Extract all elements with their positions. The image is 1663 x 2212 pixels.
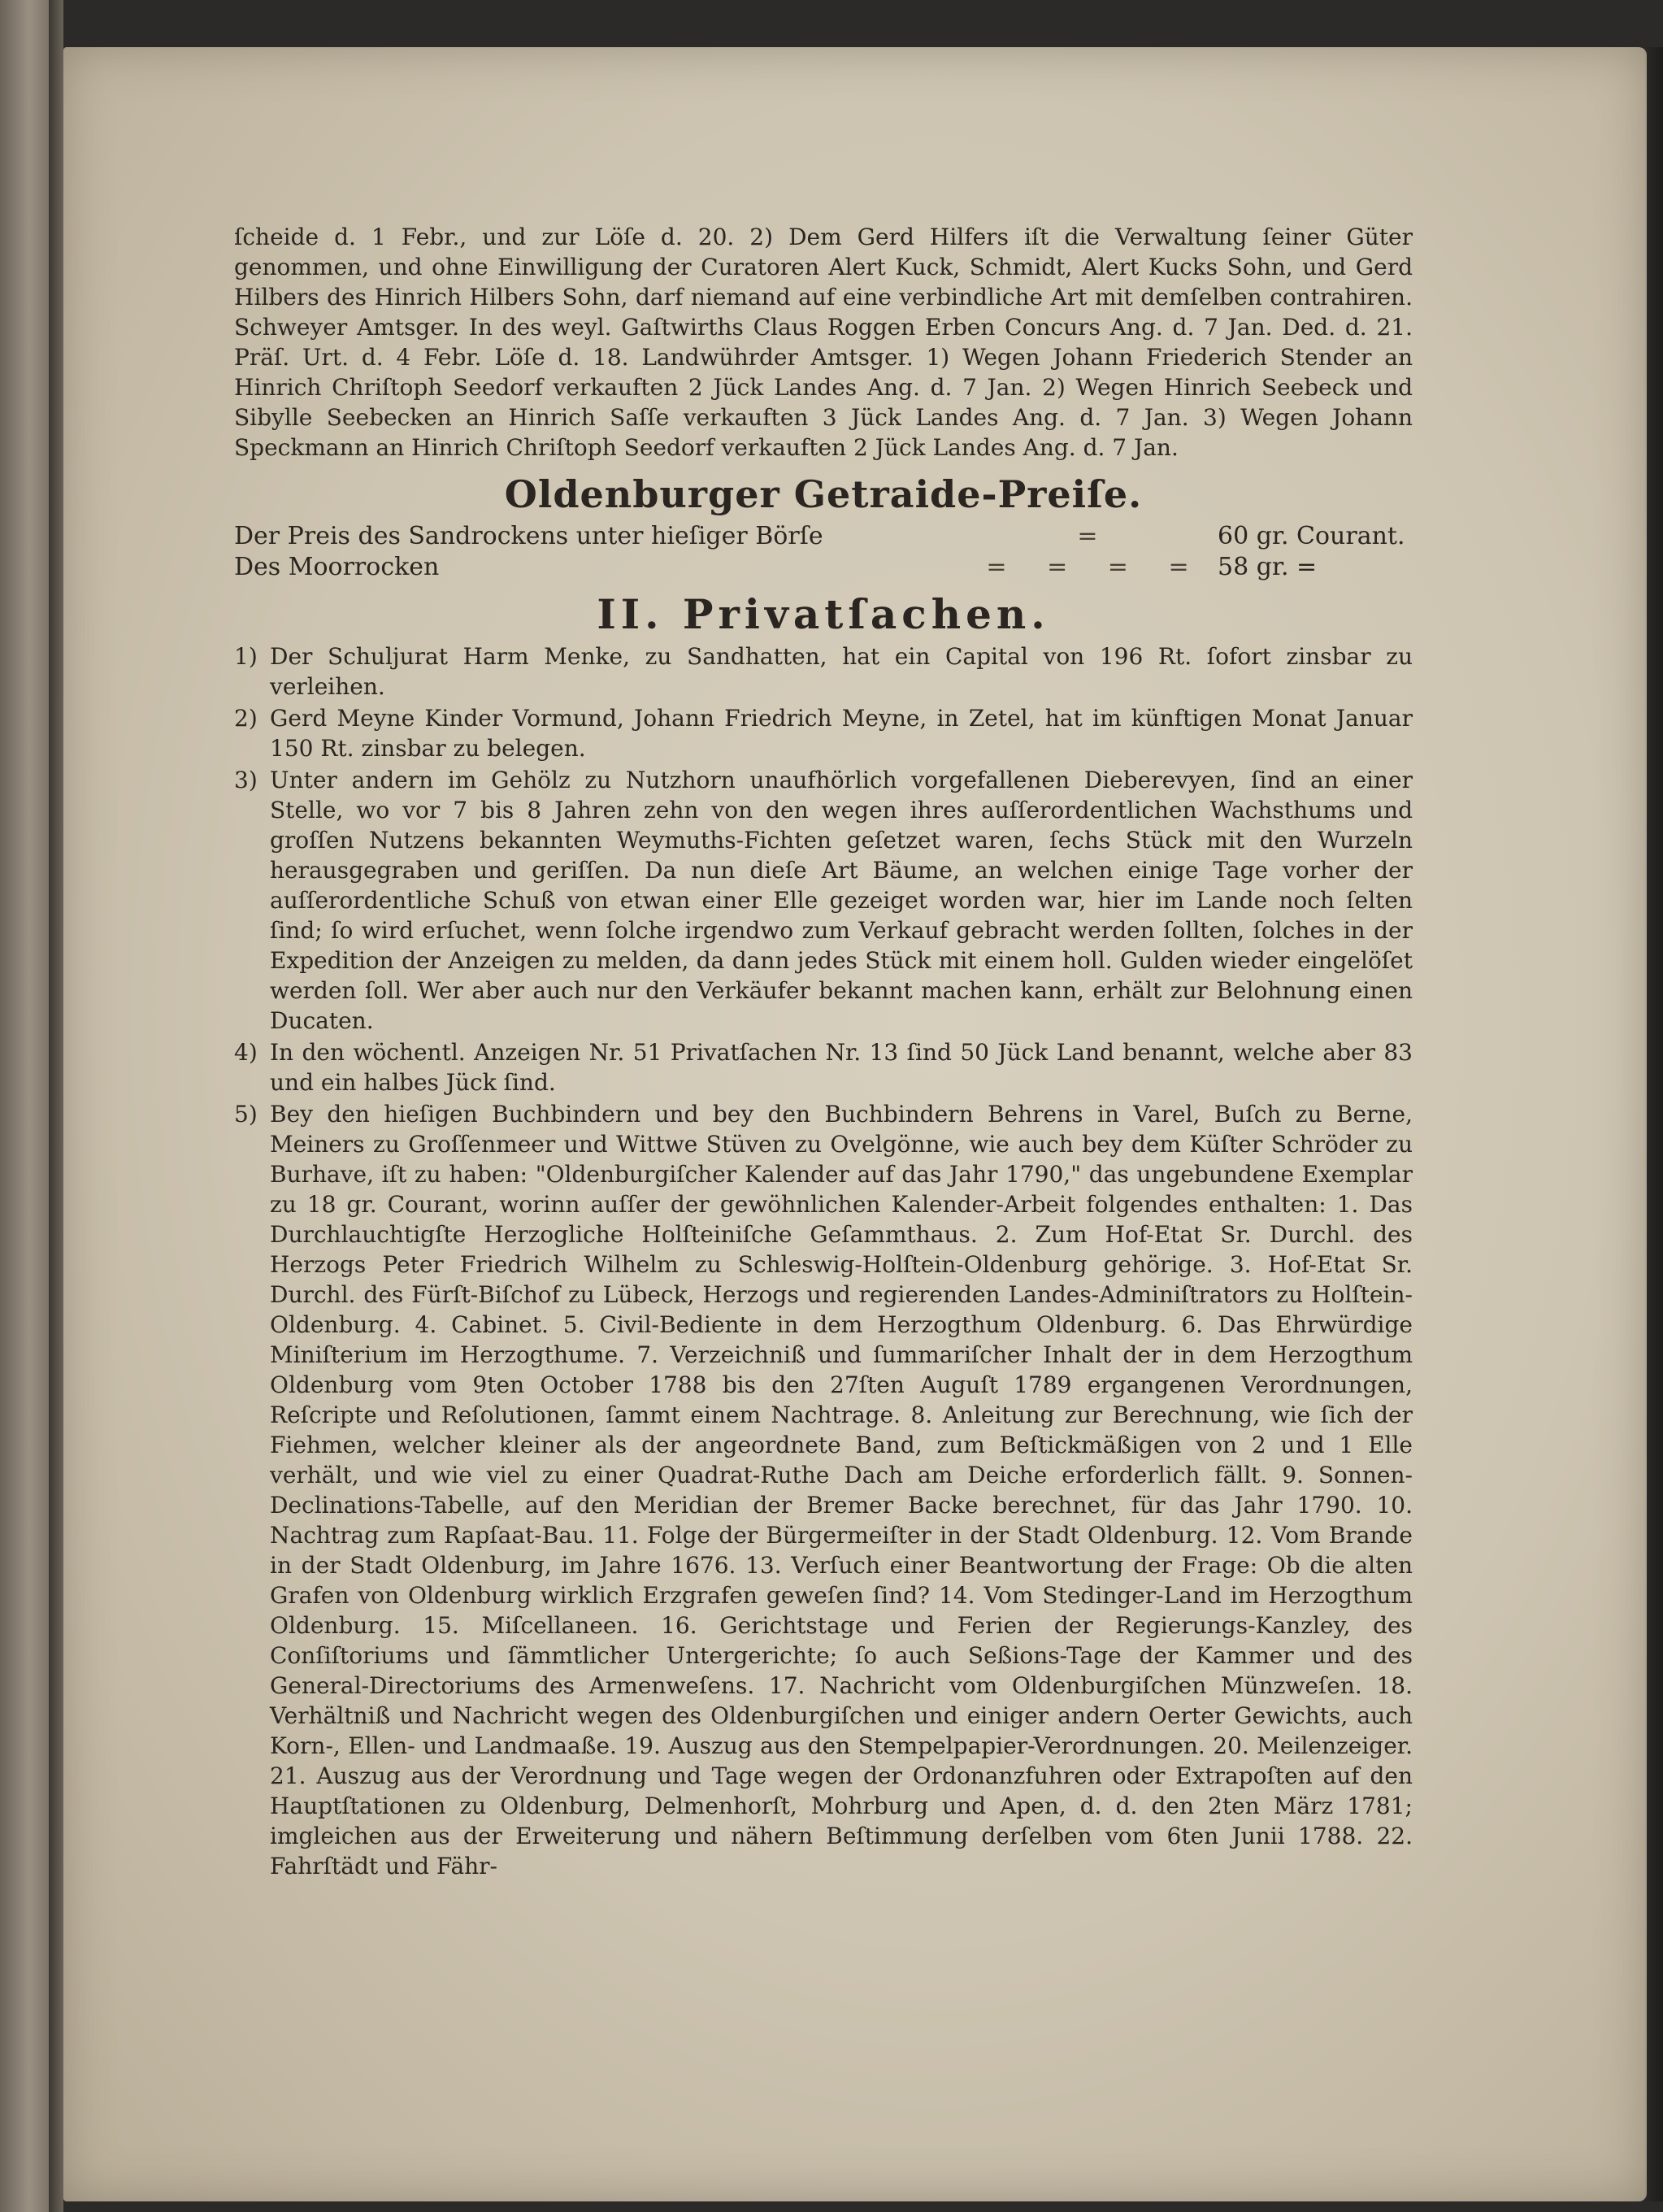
grain-prices-title: Oldenburger Getraide-Preiſe. — [504, 472, 1143, 516]
price-label: Der Preis des Sandrockens unter hieſiger Börſe — [234, 522, 823, 550]
item-text: Bey den hieſigen Buchbindern und bey den Buchbindern Behrens in Varel, Buſch zu Berne, Meiners zu Groſſenmeer und Wittwe Stüven zu Ovelgönne, wie auch bey dem Küſter Schröder zu Burhave, iſt zu haben: "Oldenburgiſcher Kalender auf das Jahr 1790," das ungebundene Exemplar zu 18 gr. Courant, worinn auſſer der gewöhnlichen Kalender-Arbeit folgendes enthalten: 1. Das Durchlauchtigſte Herzogliche Holſteiniſche Geſammthaus. 2. Zum Hof-Etat Sr. Durchl. des Herzogs Peter Friedrich Wilhelm zu Schleswig-Holſtein-Oldenburg gehörige. 3. Hof-Etat Sr. Durchl. des Fürſt-Biſchof zu Lübeck, Herzogs und regierenden Landes-Adminiſtrators zu Holſtein-Oldenburg. 4. Cabinet. 5. Civil-Bediente in dem Herzogthum Oldenburg. 6. Das Ehrwürdige Miniſterium im Herzogthume. 7. Verzeichniß und ſummariſcher Inhalt der in dem Herzogthum Oldenburg vom 9ten October 1788 bis den 27ſten Auguſt 1789 ergangenen Verordnungen, Reſcripte und Reſolutionen, ſammt einem Nachtrage. 8. Anleitung zur Berechnung, wie ſich der Fiehmen, welcher kleiner als der angeordnete Band, zum Beſtickmäßigen von 2 und 1 Elle verhält, und wie viel zu einer Quadrat-Ruthe Dach am Deiche erforderlich fällt. 9. Sonnen-Declinations-Tabelle, auf den Meridian der Bremer Backe berechnet, für das Jahr 1790. 10. Nachtrag zum Rapſaat-Bau. 11. Folge der Bürgermeiſter in der Stadt Oldenburg. 12. Vom Brande in der Stadt Oldenburg, im Jahre 1676. 13. Verſuch einer Beantwortung der Frage: Ob die alten Grafen von Oldenburg wirklich Erzgrafen geweſen ſind? 14. Vom Stedinger-Land im Herzogthum Oldenburg. 15. Miſcellaneen. 16. Gerichtstage und Ferien der Regierungs-Kanzley, des Conſiſtoriums und ſämmtlicher Untergerichte; ſo auch Seßions-Tage der Kammer und des General-Directoriums des Armenweſens. 17. Nachricht vom Oldenburgiſchen Münzweſen. 18. Verhältniß und Nachricht wegen des Oldenburgiſchen und einiger andern Oerter Gewichts, auch Korn-, Ellen- und Landmaaße. 19. Auszug aus den Stempelpapier-Verordnungen. 20. Meilenzeiger. 21. Auszug aus der Verordnung und Tage wegen der Ordonanzfuhren oder Extrapoſten auf den Hauptſtationen zu Oldenburg, Delmenhorſt, Mohrburg und Apen, d. d. den 2ten März 1781; imgleichen aus der Erweiterung und nähern Beſtimmung derſelben vom 6ten Junii 1788. 22. Fahrſtädt und Fähr- — [270, 1101, 1413, 1880]
private-matters-title: II. Privatſachen. — [597, 590, 1050, 638]
list-item — [234, 765, 1413, 1036]
list-item — [234, 1037, 1413, 1097]
list-item — [234, 641, 1413, 702]
price-value: 60 gr. Courant. — [1218, 522, 1405, 550]
book-gutter — [49, 0, 63, 2212]
price-value: 58 gr. = — [1218, 553, 1318, 581]
item-number: 5) — [234, 1101, 258, 1128]
price-row — [234, 521, 1413, 552]
item-text: Gerd Meyne Kinder Vormund, Johann Friedrich Meyne, in Zetel, hat im künftigen Monat Januar 150 Rt. zinsbar zu belegen. — [270, 705, 1413, 762]
document-page — [63, 47, 1647, 2201]
item-text: In den wöchentl. Anzeigen Nr. 51 Privatſachen Nr. 13 ſind 50 Jück Land benannt, welche aber 83 und ein halbes Jück ſind. — [270, 1039, 1413, 1096]
item-number: 2) — [234, 705, 258, 732]
price-label: Des Moorrocken — [234, 553, 440, 581]
private-items-list — [234, 641, 1413, 1881]
intro-paragraph: ſcheide d. 1 Febr., und zur Löſe d. 20. 2) Dem Gerd Hilfers iſt die Verwaltung ſeiner Güter genommen, und ohne Einwilligung der Curatoren Alert Kuck, Schmidt, Alert Kucks Sohn, und Gerd Hilbers des Hinrich Hilbers Sohn, darf niemand auf eine verbindliche Art mit demſelben contrahiren. Schweyer Amtsger. In des weyl. Gaſtwirths Claus Roggen Erben Concurs Ang. d. 7 Jan. Ded. d. 21. Präſ. Urt. d. 4 Febr. Löſe d. 18. Landwührder Amtsger. 1) Wegen Johann Friederich Stender an Hinrich Chriſtoph Seedorf verkauften 2 Jück Landes Ang. d. 7 Jan. 2) Wegen Hinrich Seebeck und Sibylle Seebecken an Hinrich Saſſe verkauften 3 Jück Landes Ang. d. 7 Jan. 3) Wegen Johann Speckmann an Hinrich Chriſtoph Seedorf verkauften 2 Jück Landes Ang. d. 7 Jan. — [234, 224, 1413, 461]
item-text: Unter andern im Gehölz zu Nutzhorn unaufhörlich vorgefallenen Dieberevyen, ſind an einer Stelle, wo vor 7 bis 8 Jahren zehn von den wegen ihres auſſerordentlichen Wachsthums und groſſen Nutzens bekannten Weymuths-Fichten geſetzet waren, ſechs Stück mit den Wurzeln herausgegraben und geriſſen. Da nun dieſe Art Bäume, an welchen einige Tage vorher der auſſerordentliche Schuß von etwan einer Elle gezeiget worden war, hier im Lande noch ſelten ſind; ſo wird erſuchet, wenn ſolche irgendwo zum Verkauf gebracht werden ſollten, ſolches in der Expedition der Anzeigen zu melden, da dann jedes Stück mit einem holl. Gulden wieder eingelöſet werden ſoll. Wer aber auch nur den Verkäufer bekannt machen kann, erhält zur Belohnung einen Ducaten. — [270, 767, 1413, 1034]
list-item — [234, 703, 1413, 763]
page-content — [234, 222, 1413, 1883]
item-number: 3) — [234, 767, 258, 793]
page-edge-shadow — [1643, 47, 1663, 2201]
price-dots: = — [1077, 522, 1114, 550]
item-number: 1) — [234, 643, 258, 670]
price-dots: = = = = — [986, 553, 1205, 581]
left-page-edge — [0, 0, 49, 2212]
price-row — [234, 552, 1413, 583]
item-text: Der Schuljurat Harm Menke, zu Sandhatten, hat ein Capital von 196 Rt. ſofort zinsbar zu verleihen. — [270, 643, 1413, 700]
item-number: 4) — [234, 1039, 258, 1066]
list-item — [234, 1099, 1413, 1881]
